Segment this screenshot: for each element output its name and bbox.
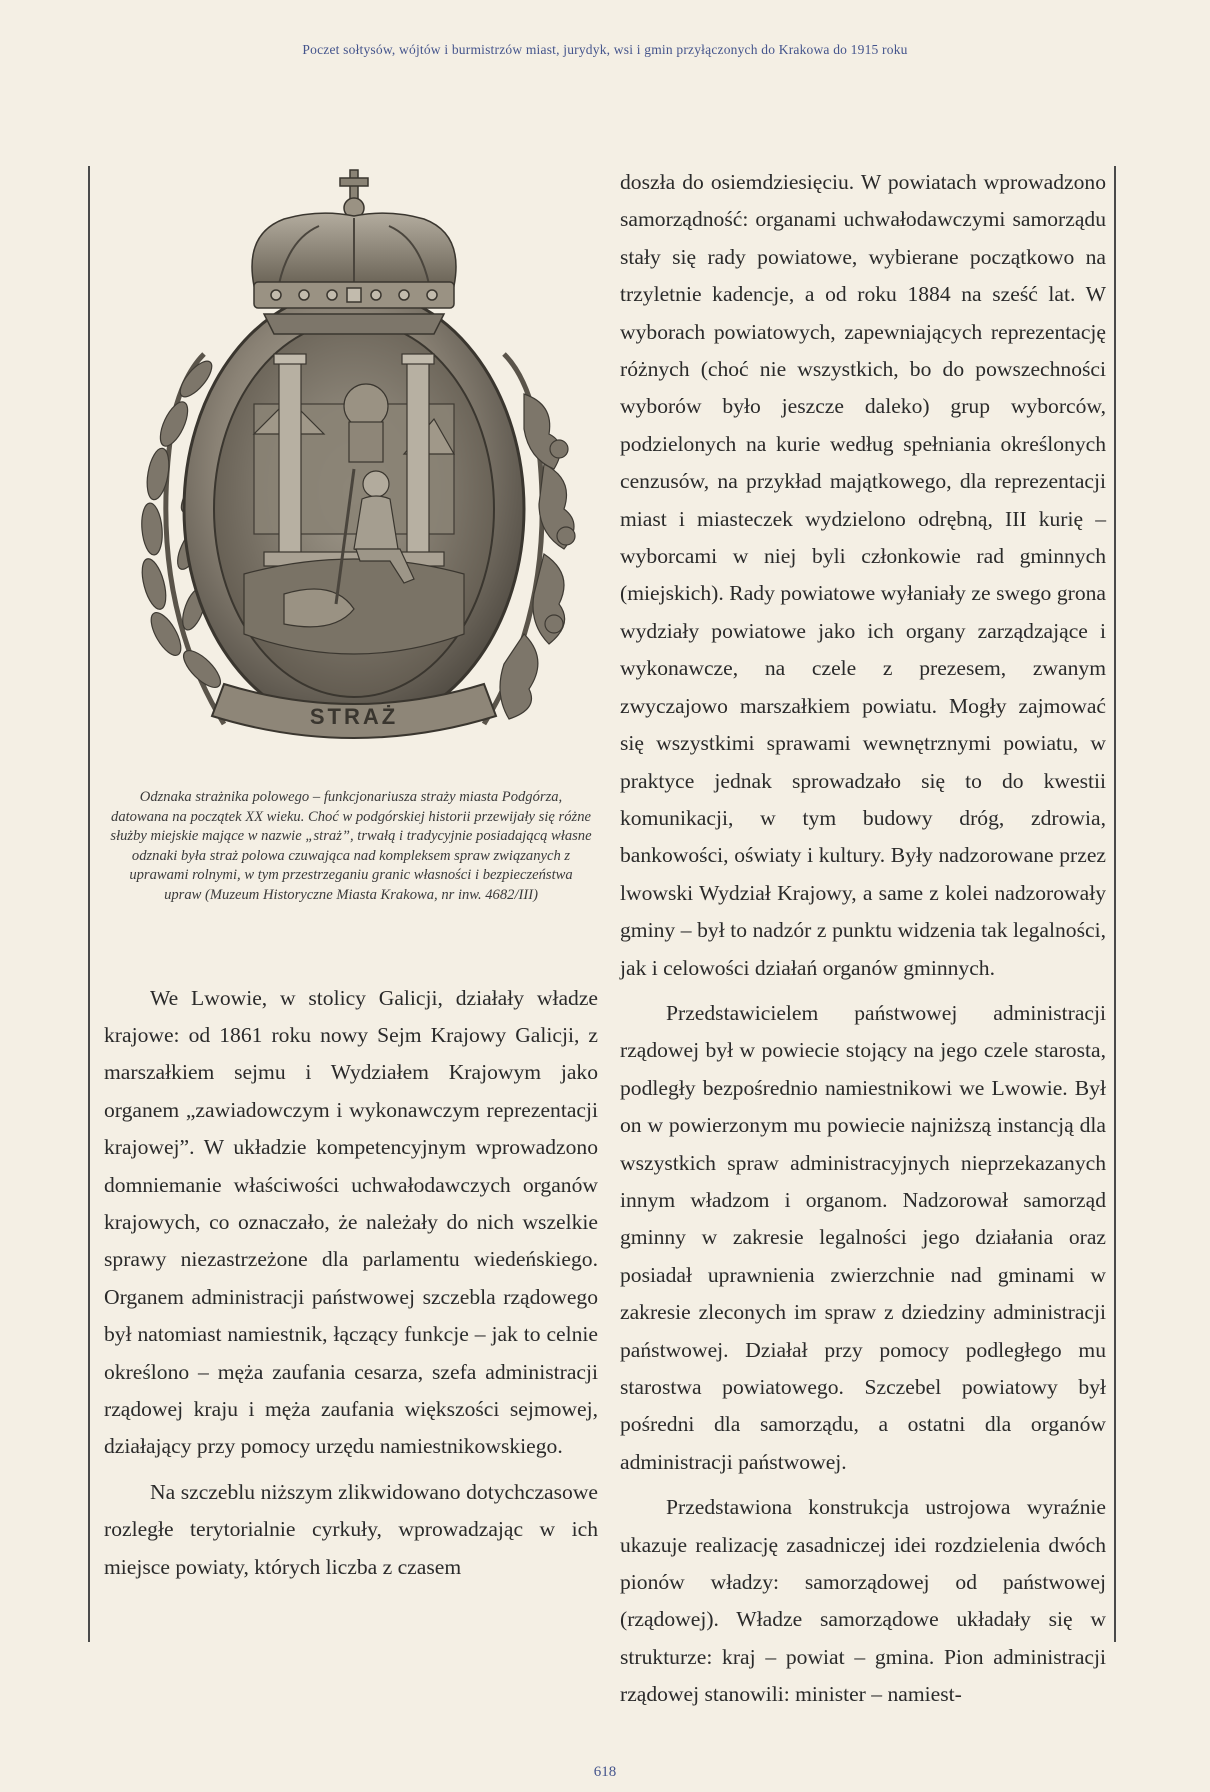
column-rule-left — [88, 166, 90, 1642]
figure-caption: Odznaka strażnika polowego – funkcjonariusza straży miasta Podgórza, datowana na początek XX wieku. Choć w podgórskiej historii przewijały się różne służby miejskie mające w nazwie „straż”, trwałą i tradycyjnie posiadającą własne odznaki była straż polowa czuwająca nad kompleksem spraw związanych z uprawami rolnymi, w tym przestrzeganiu granic własności i bezpieczeństwa upraw (Muzeum Historyczne Miasta Krakowa, nr inw. 4682/III) — [110, 789, 592, 903]
right-column — [620, 164, 1106, 1714]
column-rule-right — [1114, 166, 1116, 1642]
left-paragraph-2: Na szczeblu niższym zlikwidowano dotychczasowe rozległe terytorialnie cyrkuły, wprowadzając w ich miejsce powiaty, których liczba z czasem — [104, 1479, 598, 1579]
badge-photograph — [104, 164, 598, 770]
badge-banner-text: STRAŻ — [309, 704, 399, 729]
right-paragraph-1: doszła do osiemdziesięciu. W powiatach wprowadzono samorządność: organami uchwałodawczymi samorządu stały się rady powiatowe, wybierane początkowo na trzyletnie kadencje, a od roku 1884 na sześć lat. W wyborach powiatowych, zapewniających reprezentację różnych (choć nie wszystkich, bo do powszechności wyborów było jeszcze daleko) grup wyborców, podzielonych na kurie według spełniania określonych cenzusów, na przykład majątkowego, dla reprezentacji miast i miasteczek wydzielono odrębną, III kurię – wyborcami w niej byli członkowie rad gminnych (miejskich). Rady powiatowe wyłaniały ze swego grona wydziały powiatowe jako ich organy zarządzające i wykonawcze, na czele z prezesem, zwanym zwyczajowo marszałkiem powiatu. Mogły zajmować się wszystkimi sprawami wewnętrznymi powiatu, w praktyce jednak sprowadzało się to do kwestii komunikacji, w tym budowy dróg, zdrowia, bankowości, oświaty i kultury. Były nadzorowane przez lwowski Wydział Krajowy, a same z kolei nadzorowały gminy – był to nadzór z punktu widzenia tak legalności, jak i celowości działań organów gminnych. — [620, 170, 1106, 980]
running-header: Poczet sołtysów, wójtów i burmistrzów miast, jurydyk, wsi i gmin przyłączonych do Krakowa do 1915 roku — [302, 42, 908, 57]
left-paragraph-1: We Lwowie, w stolicy Galicji, działały władze krajowe: od 1861 roku nowy Sejm Krajowy Galicji, z marszałkiem sejmu i Wydziałem Krajowym jako organem „zawiadowczym i wykonawczym reprezentacji krajowej”. W układzie kompetencyjnym wprowadzono domniemanie właściwości uchwałodawczych organów krajowych, co oznaczało, że należały do nich wszelkie sprawy niezastrzeżone dla parlamentu wiedeńskiego. Organem administracji państwowej szczebla rządowego był natomiast namiestnik, łączący funkcje – jak to celnie określono – męża zaufania cesarza, szefa administracji rządowej kraju i męża zaufania większości sejmowej, działający przy pomocy urzędu namiestnikowskiego. — [104, 985, 598, 1459]
right-paragraph-3: Przedstawiona konstrukcja ustrojowa wyraźnie ukazuje realizację zasadniczej idei rozdzielenia dwóch pionów władzy: samorządowej od państwowej (rządowej). Władze samorządowe układały się w strukturze: kraj – powiat – gmina. Pion administracji rządowej stanowili: minister – namiest- — [620, 1495, 1106, 1707]
left-column — [104, 164, 598, 1586]
right-paragraph-2: Przedstawicielem państwowej administracji rządowej był w powiecie stojący na jego czele starosta, podległy bezpośrednio namiestnikowi we Lwowie. Był on w powierzonym mu powiecie najniższą instancją dla wszystkich spraw administracyjnych nieprzekazanych innym władzom i organom. Nadzorował samorząd gminny w zakresie legalności jego działania oraz posiadał uprawnienia zwierzchnie nad gminami w zakresie zleconych im spraw z dziedziny administracji państwowej. Działał przy pomocy podległego mu starostwa powiatowego. Szczebel powiatowy był pośredni dla samorządu, a ostatni dla organów administracji państwowej. — [620, 1000, 1106, 1474]
page-number: 618 — [593, 1764, 617, 1780]
